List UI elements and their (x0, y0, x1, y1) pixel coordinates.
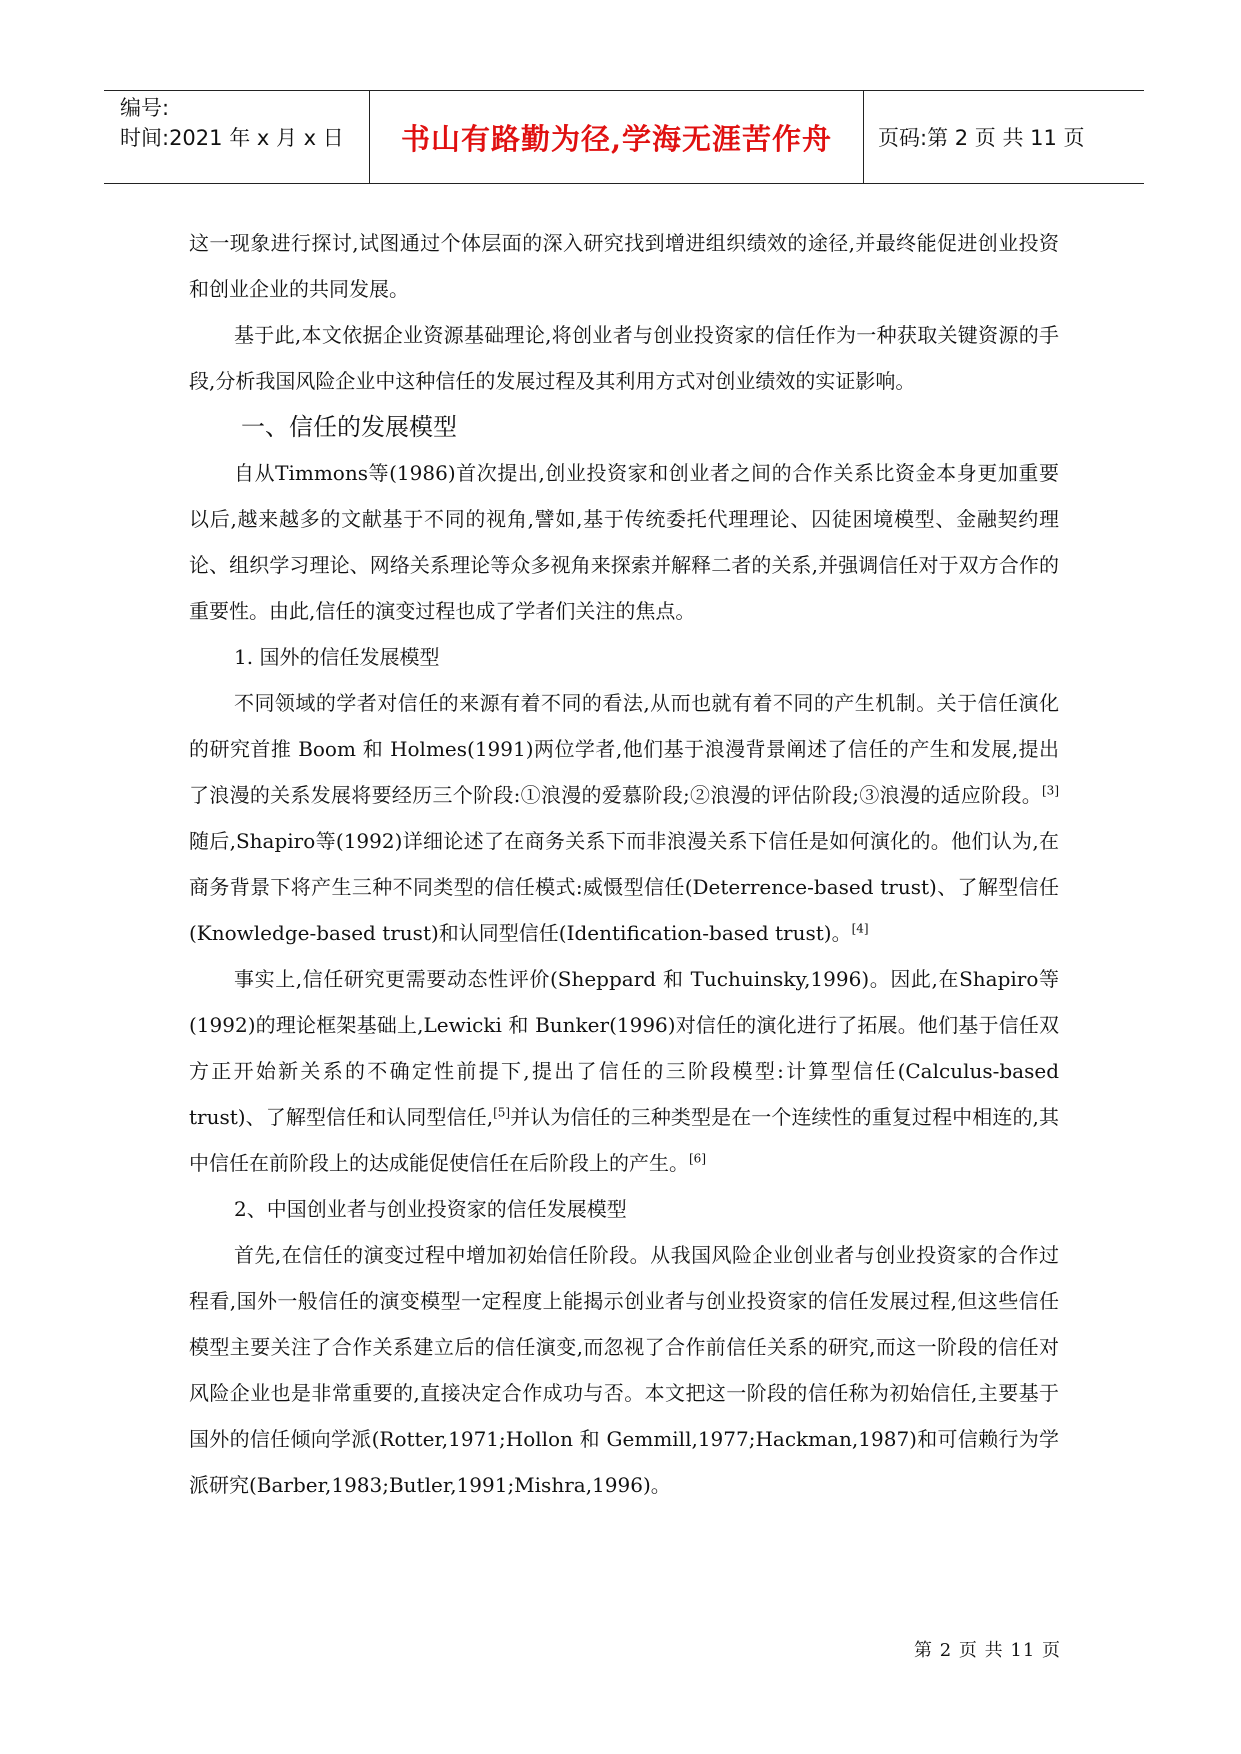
reference-5: [5] (493, 1105, 511, 1120)
header-meta (104, 91, 370, 183)
paragraph-foreign-part1: 不同领域的学者对信任的来源有着不同的看法,从而也就有着不同的产生机制。关于信任演化的研究首推 Boom 和 Holmes(1991)两位学者,他们基于浪漫背景阐述了信任的产生和发展,提出了浪漫的关系发展将要经历三个阶段:①浪漫的爱慕阶段;②浪漫的评估阶段;③浪漫的适应阶段。 (189, 691, 1059, 807)
page-footer: 第 2 页 共 11 页 (914, 1640, 1061, 1661)
reference-4: [4] (851, 921, 869, 936)
reference-3: [3] (1042, 783, 1059, 798)
subsection-heading-china: 2、中国创业者与创业投资家的信任发展模型 (234, 1197, 627, 1221)
reference-6: [6] (689, 1151, 706, 1166)
paragraph-initial-trust: 首先,在信任的演变过程中增加初始信任阶段。从我国风险企业创业者与创业投资家的合作过程看,国外一般信任的演变模型一定程度上能揭示创业者与创业投资家的信任发展过程,但这些信任模型主要关注了合作关系建立后的信任演变,而忽视了合作前信任关系的研究,而这一阶段的信任对风险企业也是非常重要的,直接决定合作成功与否。本文把这一阶段的信任称为初始信任,主要基于国外的信任倾向学派(Rotter,1971;Hollon 和 Gemmill,1977;Hackman,1987)和可信赖行为学派研究(Barber,1983;Butler,1991;Mishra,1996)。 (189, 1243, 1059, 1497)
paragraph-dynamic (189, 956, 1059, 1186)
header-page-code: 页码:第 2 页 共 11 页 (878, 126, 1085, 150)
document-body (189, 220, 1059, 1508)
paragraph-continuation: 这一现象进行探讨,试图通过个体层面的深入研究找到增进组织绩效的途径,并最终能促进创业投资和创业企业的共同发展。 (189, 231, 1059, 301)
paragraph-foreign-models (189, 680, 1059, 956)
paragraph-timmons: 自从Timmons等(1986)首次提出,创业投资家和创业者之间的合作关系比资金本身更加重要以后,越来越多的文献基于不同的视角,譬如,基于传统委托代理理论、囚徒困境模型、金融契约理论、组织学习理论、网络关系理论等众多视角来探索并解释二者的关系,并强调信任对于双方合作的重要性。由此,信任的演变过程也成了学者们关注的焦点。 (189, 461, 1059, 623)
document-number-label: 编号: (120, 96, 170, 120)
section-heading: 一、信任的发展模型 (241, 413, 457, 441)
header-motto: 书山有路勤为径,学海无涯苦作舟 (370, 91, 864, 183)
paragraph-dynamic-part1: 事实上,信任研究更需要动态性评价(Sheppard 和 Tuchuinsky,1996)。因此,在Shapiro等(1992)的理论框架基础上,Lewicki 和 Bunker(1996)对信任的演化进行了拓展。他们基于信任双方正开始新关系的不确定性前提下,提出了信任的三阶段模型:计算型信任(Calculus-based trust)、了解型信任和认同型信任, (189, 967, 1059, 1129)
document-time-label: 时间:2021 年 x 月 x 日 (120, 126, 344, 150)
subsection-heading-foreign: 1. 国外的信任发展模型 (234, 645, 440, 669)
page-header (104, 90, 1144, 184)
paragraph-foreign-part2: 随后,Shapiro等(1992)详细论述了在商务关系下而非浪漫关系下信任是如何演化的。他们认为,在商务背景下将产生三种不同类型的信任模式:威慑型信任(Deterrence-based trust)、了解型信任(Knowledge-based trust)和认同型信任(Identification-based trust)。 (189, 829, 1059, 945)
paragraph-basis: 基于此,本文依据企业资源基础理论,将创业者与创业投资家的信任作为一种获取关键资源的手段,分析我国风险企业中这种信任的发展过程及其利用方式对创业绩效的实证影响。 (189, 323, 1059, 393)
paragraph-dynamic-part2: 并认为信任的三种类型是在一个连续性的重复过程中相连的,其中信任在前阶段上的达成能促使信任在后阶段上的产生。 (189, 1105, 1059, 1175)
